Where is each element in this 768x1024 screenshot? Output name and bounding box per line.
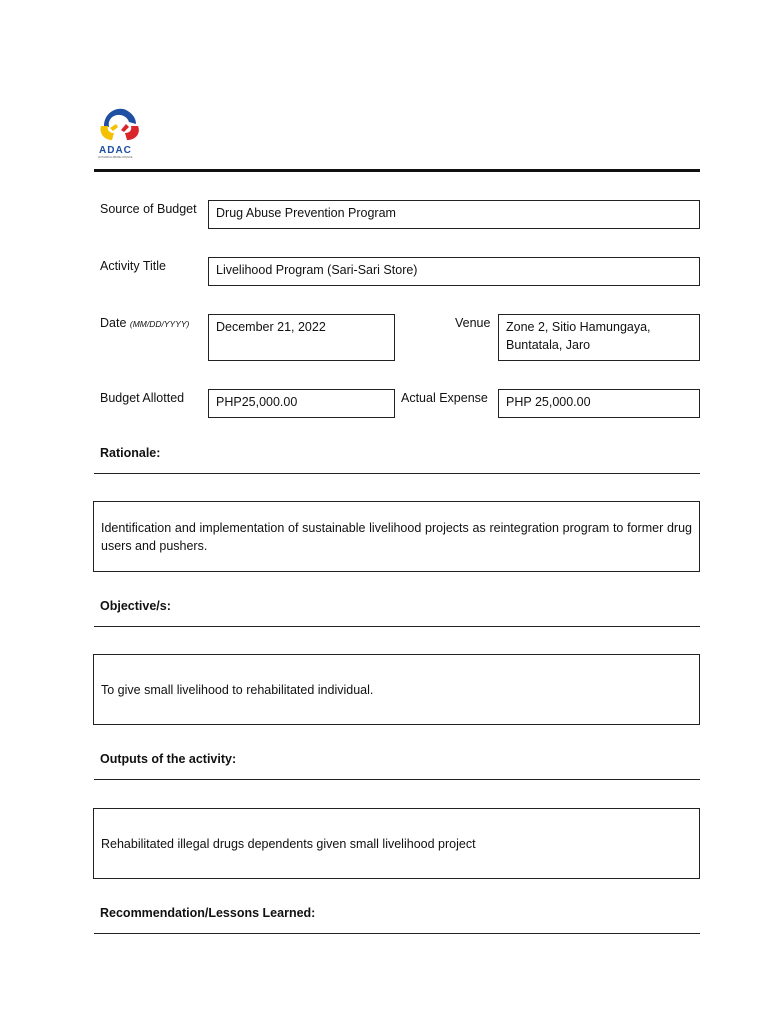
date-format-hint: (MM/DD/YYYY) (129, 319, 190, 329)
objectives-divider (94, 626, 700, 627)
adac-hands-emblem-icon (96, 106, 144, 142)
outputs-heading: Outputs of the activity: (100, 752, 237, 766)
venue-field[interactable] (498, 314, 700, 361)
date-label-text: Date (100, 316, 127, 330)
objectives-text: To give small livelihood to rehabilitated individual. (101, 682, 374, 697)
budget-allotted-field[interactable]: PHP25,000.00 (208, 389, 395, 418)
venue-line-1: Zone 2, Sitio Hamungaya, (506, 320, 651, 334)
header-divider (94, 169, 700, 172)
source-of-budget-label: Source of Budget (100, 202, 197, 216)
recommendation-heading: Recommendation/Lessons Learned: (100, 906, 316, 920)
objectives-textbox[interactable] (93, 654, 700, 725)
venue-label: Venue (455, 316, 491, 330)
activity-title-label: Activity Title (100, 259, 166, 273)
rationale-divider (94, 473, 700, 474)
adac-logo-subtext: ANTI-DRUG ABUSE COUNCIL (98, 156, 133, 159)
venue-line-2: Buntatala, Jaro (506, 338, 591, 352)
outputs-textbox[interactable] (93, 808, 700, 879)
date-field[interactable]: December 21, 2022 (208, 314, 395, 361)
source-of-budget-field[interactable]: Drug Abuse Prevention Program (208, 200, 700, 229)
actual-expense-field[interactable]: PHP 25,000.00 (498, 389, 700, 418)
rationale-textbox[interactable] (93, 501, 700, 572)
actual-expense-label: Actual Expense (401, 391, 488, 405)
rationale-heading: Rationale: (100, 446, 161, 460)
objectives-heading: Objective/s: (100, 599, 171, 613)
adac-logo (96, 106, 144, 159)
recommendation-divider (94, 933, 700, 934)
logo-red-hand (121, 124, 139, 140)
logo-yellow-hand (100, 124, 118, 140)
outputs-divider (94, 779, 700, 780)
adac-logo-text: ADAC (99, 145, 132, 156)
budget-allotted-label: Budget Allotted (100, 391, 185, 405)
activity-title-field[interactable]: Livelihood Program (Sari-Sari Store) (208, 257, 700, 286)
logo-blue-arc (104, 109, 136, 127)
outputs-text: Rehabilitated illegal drugs dependents given small livelihood project (101, 836, 476, 851)
date-label (100, 314, 189, 333)
rationale-text: Identification and implementation of sustainable livelihood projects as reintegration program to former drug users and pushers. (101, 520, 692, 553)
